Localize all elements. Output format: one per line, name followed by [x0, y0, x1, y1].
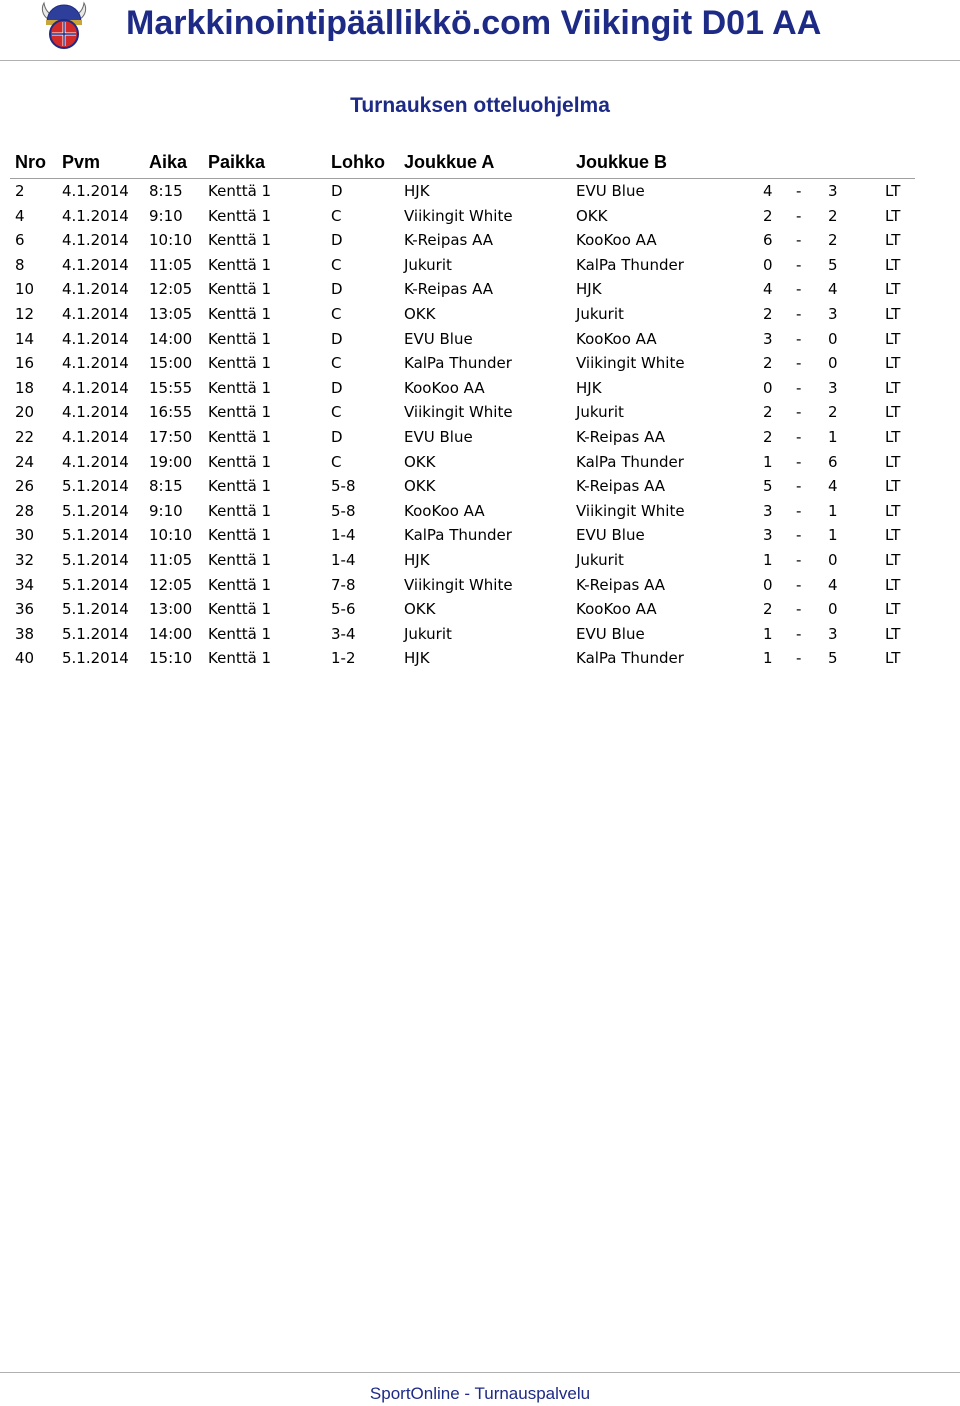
team-b: EVU Blue [576, 526, 645, 545]
table-row [0, 646, 960, 671]
match-number: 32 [15, 550, 35, 569]
match-time: 14:00 [149, 624, 193, 643]
match-status: LT [885, 649, 901, 668]
match-number: 6 [15, 231, 25, 250]
match-date: 5.1.2014 [62, 600, 129, 619]
match-status: LT [885, 280, 901, 299]
match-status: LT [885, 231, 901, 250]
table-row [0, 327, 960, 352]
table-row [0, 450, 960, 475]
match-date: 4.1.2014 [62, 354, 129, 373]
score-a: 2 [763, 427, 773, 446]
match-group: D [331, 329, 343, 348]
score-a: 2 [763, 403, 773, 422]
table-row [0, 573, 960, 598]
column-header-nro: Nro [15, 152, 46, 172]
match-date: 4.1.2014 [62, 231, 129, 250]
match-group: C [331, 206, 342, 225]
table-row [0, 499, 960, 524]
match-group: C [331, 255, 342, 274]
match-number: 18 [15, 378, 35, 397]
team-a: Viikingit White [404, 206, 513, 225]
team-a: HJK [404, 649, 430, 668]
team-a: EVU Blue [404, 427, 473, 446]
match-venue: Kenttä 1 [208, 452, 272, 471]
score-separator: - [796, 550, 802, 569]
team-a: OKK [404, 600, 436, 619]
column-header-aika: Aika [149, 152, 188, 172]
score-b: 4 [828, 575, 838, 594]
match-time: 15:55 [149, 378, 193, 397]
score-b: 1 [828, 501, 838, 520]
score-separator: - [796, 182, 802, 200]
score-b: 4 [828, 280, 838, 299]
match-time: 13:05 [149, 304, 193, 323]
team-a: Viikingit White [404, 403, 513, 422]
score-b: 0 [828, 354, 838, 373]
score-a: 3 [763, 329, 773, 348]
match-status: LT [885, 526, 901, 545]
score-b: 6 [828, 452, 838, 471]
match-time: 15:10 [149, 649, 193, 668]
score-separator: - [796, 501, 802, 520]
match-status: LT [885, 427, 901, 446]
match-status: LT [885, 477, 901, 496]
match-status: LT [885, 550, 901, 569]
score-a: 2 [763, 206, 773, 225]
column-header-lohko: Lohko [331, 152, 385, 172]
match-group: 1-4 [331, 526, 356, 545]
match-venue: Kenttä 1 [208, 526, 272, 545]
match-date: 5.1.2014 [62, 501, 129, 520]
match-number: 30 [15, 526, 35, 545]
team-b: EVU Blue [576, 624, 645, 643]
score-separator: - [796, 206, 802, 225]
match-date: 4.1.2014 [62, 378, 129, 397]
team-a: KalPa Thunder [404, 354, 512, 373]
match-status: LT [885, 378, 901, 397]
team-a: K-Reipas AA [404, 231, 494, 250]
match-venue: Kenttä 1 [208, 329, 272, 348]
match-time: 16:55 [149, 403, 193, 422]
match-venue: Kenttä 1 [208, 255, 272, 274]
score-b: 5 [828, 255, 838, 274]
match-date: 4.1.2014 [62, 452, 129, 471]
match-group: 5-6 [331, 600, 356, 619]
match-status: LT [885, 206, 901, 225]
match-status: LT [885, 182, 901, 200]
team-b: Viikingit White [576, 501, 685, 520]
table-row [0, 622, 960, 647]
score-b: 2 [828, 403, 838, 422]
match-time: 14:00 [149, 329, 193, 348]
table-row [0, 277, 960, 302]
team-b: Jukurit [576, 304, 624, 323]
table-row [0, 228, 960, 253]
column-header-pvm: Pvm [62, 152, 101, 172]
match-number: 22 [15, 427, 35, 446]
match-number: 24 [15, 452, 35, 471]
team-b: KalPa Thunder [576, 452, 684, 471]
team-b: K-Reipas AA [576, 575, 666, 594]
match-venue: Kenttä 1 [208, 427, 272, 446]
match-status: LT [885, 501, 901, 520]
score-separator: - [796, 649, 802, 668]
match-time: 11:05 [149, 255, 193, 274]
team-a: OKK [404, 452, 436, 471]
match-number: 10 [15, 280, 35, 299]
team-b: KalPa Thunder [576, 255, 684, 274]
match-date: 4.1.2014 [62, 206, 129, 225]
team-a: Jukurit [404, 624, 452, 643]
viking-helmet-logo-icon [38, 1, 90, 53]
match-status: LT [885, 403, 901, 422]
table-row [0, 548, 960, 573]
match-group: C [331, 304, 342, 323]
table-row [0, 204, 960, 229]
table-row [0, 523, 960, 548]
match-date: 4.1.2014 [62, 427, 129, 446]
team-b: Jukurit [576, 403, 624, 422]
match-group: 1-4 [331, 550, 356, 569]
match-time: 10:10 [149, 231, 193, 250]
column-header-joukkue-b: Joukkue B [576, 152, 668, 172]
score-a: 1 [763, 452, 773, 471]
match-status: LT [885, 304, 901, 323]
table-row [0, 253, 960, 278]
score-separator: - [796, 231, 802, 250]
team-b: KooKoo AA [576, 329, 657, 348]
table-row [0, 400, 960, 425]
match-venue: Kenttä 1 [208, 403, 272, 422]
match-number: 28 [15, 501, 35, 520]
team-a: OKK [404, 477, 436, 496]
match-number: 34 [15, 575, 35, 594]
footer-text: SportOnline - Turnauspalvelu [369, 1384, 591, 1403]
team-b: K-Reipas AA [576, 427, 666, 446]
team-b: HJK [576, 280, 602, 299]
score-b: 0 [828, 550, 838, 569]
match-venue: Kenttä 1 [208, 304, 272, 323]
match-time: 15:00 [149, 354, 193, 373]
match-date: 4.1.2014 [62, 182, 129, 200]
match-date: 5.1.2014 [62, 649, 129, 668]
score-separator: - [796, 600, 802, 619]
score-separator: - [796, 427, 802, 446]
score-b: 2 [828, 206, 838, 225]
score-a: 0 [763, 255, 773, 274]
match-group: D [331, 231, 343, 250]
score-a: 3 [763, 526, 773, 545]
score-b: 3 [828, 182, 838, 200]
match-group: 7-8 [331, 575, 356, 594]
table-row [0, 302, 960, 327]
match-venue: Kenttä 1 [208, 501, 272, 520]
match-date: 4.1.2014 [62, 403, 129, 422]
score-separator: - [796, 526, 802, 545]
team-b: K-Reipas AA [576, 477, 666, 496]
score-a: 4 [763, 280, 773, 299]
team-b: KooKoo AA [576, 600, 657, 619]
score-separator: - [796, 624, 802, 643]
table-row [0, 351, 960, 376]
match-venue: Kenttä 1 [208, 231, 272, 250]
match-time: 13:00 [149, 600, 193, 619]
team-a: KooKoo AA [404, 378, 485, 397]
match-date: 5.1.2014 [62, 526, 129, 545]
score-separator: - [796, 304, 802, 323]
score-b: 0 [828, 600, 838, 619]
match-date: 5.1.2014 [62, 575, 129, 594]
match-group: D [331, 182, 343, 200]
match-venue: Kenttä 1 [208, 206, 272, 225]
match-number: 20 [15, 403, 35, 422]
match-status: LT [885, 354, 901, 373]
match-group: D [331, 280, 343, 299]
score-b: 3 [828, 624, 838, 643]
match-status: LT [885, 255, 901, 274]
match-group: C [331, 354, 342, 373]
score-b: 4 [828, 477, 838, 496]
score-separator: - [796, 403, 802, 422]
score-b: 1 [828, 526, 838, 545]
match-group: D [331, 427, 343, 446]
score-separator: - [796, 378, 802, 397]
score-b: 3 [828, 378, 838, 397]
team-a: EVU Blue [404, 329, 473, 348]
score-a: 0 [763, 378, 773, 397]
team-a: Viikingit White [404, 575, 513, 594]
score-b: 3 [828, 304, 838, 323]
match-venue: Kenttä 1 [208, 624, 272, 643]
table-row [0, 597, 960, 622]
score-separator: - [796, 255, 802, 274]
match-date: 4.1.2014 [62, 280, 129, 299]
team-b: Viikingit White [576, 354, 685, 373]
match-date: 5.1.2014 [62, 550, 129, 569]
match-venue: Kenttä 1 [208, 649, 272, 668]
schedule-heading: Turnauksen otteluohjelma [350, 94, 610, 117]
score-a: 2 [763, 304, 773, 323]
match-time: 12:05 [149, 575, 193, 594]
score-b: 5 [828, 649, 838, 668]
footer-divider [0, 1372, 960, 1373]
team-a: OKK [404, 304, 436, 323]
match-time: 9:10 [149, 501, 183, 520]
match-venue: Kenttä 1 [208, 550, 272, 569]
match-status: LT [885, 452, 901, 471]
match-venue: Kenttä 1 [208, 354, 272, 373]
match-time: 10:10 [149, 526, 193, 545]
match-number: 4 [15, 206, 25, 225]
match-venue: Kenttä 1 [208, 477, 272, 496]
match-date: 4.1.2014 [62, 255, 129, 274]
team-a: KooKoo AA [404, 501, 485, 520]
match-venue: Kenttä 1 [208, 182, 272, 200]
match-venue: Kenttä 1 [208, 280, 272, 299]
match-number: 8 [15, 255, 25, 274]
score-b: 1 [828, 427, 838, 446]
score-separator: - [796, 477, 802, 496]
match-table [0, 179, 960, 671]
match-status: LT [885, 624, 901, 643]
match-status: LT [885, 329, 901, 348]
team-b: KooKoo AA [576, 231, 657, 250]
match-date: 4.1.2014 [62, 304, 129, 323]
score-a: 5 [763, 477, 773, 496]
match-group: 5-8 [331, 477, 356, 496]
score-a: 1 [763, 624, 773, 643]
score-a: 4 [763, 182, 773, 200]
score-separator: - [796, 354, 802, 373]
table-row [0, 376, 960, 401]
table-row [0, 474, 960, 499]
match-time: 8:15 [149, 477, 183, 496]
match-time: 8:15 [149, 182, 183, 200]
page-title: Markkinointipäällikkö.com Viikingit D01 AA [126, 4, 822, 42]
score-a: 1 [763, 550, 773, 569]
match-time: 19:00 [149, 452, 193, 471]
team-a: HJK [404, 182, 430, 200]
score-a: 2 [763, 354, 773, 373]
match-group: C [331, 403, 342, 422]
match-venue: Kenttä 1 [208, 600, 272, 619]
score-a: 3 [763, 501, 773, 520]
table-header [0, 149, 960, 177]
score-a: 6 [763, 231, 773, 250]
team-b: HJK [576, 378, 602, 397]
team-a: HJK [404, 550, 430, 569]
match-group: C [331, 452, 342, 471]
score-separator: - [796, 329, 802, 348]
column-header-paikka: Paikka [208, 152, 266, 172]
match-venue: Kenttä 1 [208, 575, 272, 594]
match-venue: Kenttä 1 [208, 378, 272, 397]
match-time: 12:05 [149, 280, 193, 299]
match-date: 5.1.2014 [62, 477, 129, 496]
match-number: 40 [15, 649, 35, 668]
match-date: 5.1.2014 [62, 624, 129, 643]
score-a: 2 [763, 600, 773, 619]
match-time: 9:10 [149, 206, 183, 225]
score-b: 2 [828, 231, 838, 250]
match-number: 16 [15, 354, 35, 373]
column-header-joukkue-a: Joukkue A [404, 152, 495, 172]
team-a: Jukurit [404, 255, 452, 274]
team-b: KalPa Thunder [576, 649, 684, 668]
match-time: 11:05 [149, 550, 193, 569]
match-group: D [331, 378, 343, 397]
score-b: 0 [828, 329, 838, 348]
match-group: 5-8 [331, 501, 356, 520]
team-b: Jukurit [576, 550, 624, 569]
match-group: 1-2 [331, 649, 356, 668]
score-separator: - [796, 280, 802, 299]
page-header [0, 0, 960, 61]
match-number: 14 [15, 329, 35, 348]
team-a: K-Reipas AA [404, 280, 494, 299]
match-number: 2 [15, 182, 25, 200]
score-separator: - [796, 452, 802, 471]
team-a: KalPa Thunder [404, 526, 512, 545]
match-status: LT [885, 600, 901, 619]
match-date: 4.1.2014 [62, 329, 129, 348]
match-group: 3-4 [331, 624, 356, 643]
match-status: LT [885, 575, 901, 594]
match-number: 12 [15, 304, 35, 323]
table-row [0, 425, 960, 450]
match-number: 26 [15, 477, 35, 496]
team-b: OKK [576, 206, 608, 225]
match-time: 17:50 [149, 427, 193, 446]
match-number: 36 [15, 600, 35, 619]
score-a: 1 [763, 649, 773, 668]
team-b: EVU Blue [576, 182, 645, 200]
table-row [0, 179, 960, 204]
score-a: 0 [763, 575, 773, 594]
score-separator: - [796, 575, 802, 594]
match-number: 38 [15, 624, 35, 643]
